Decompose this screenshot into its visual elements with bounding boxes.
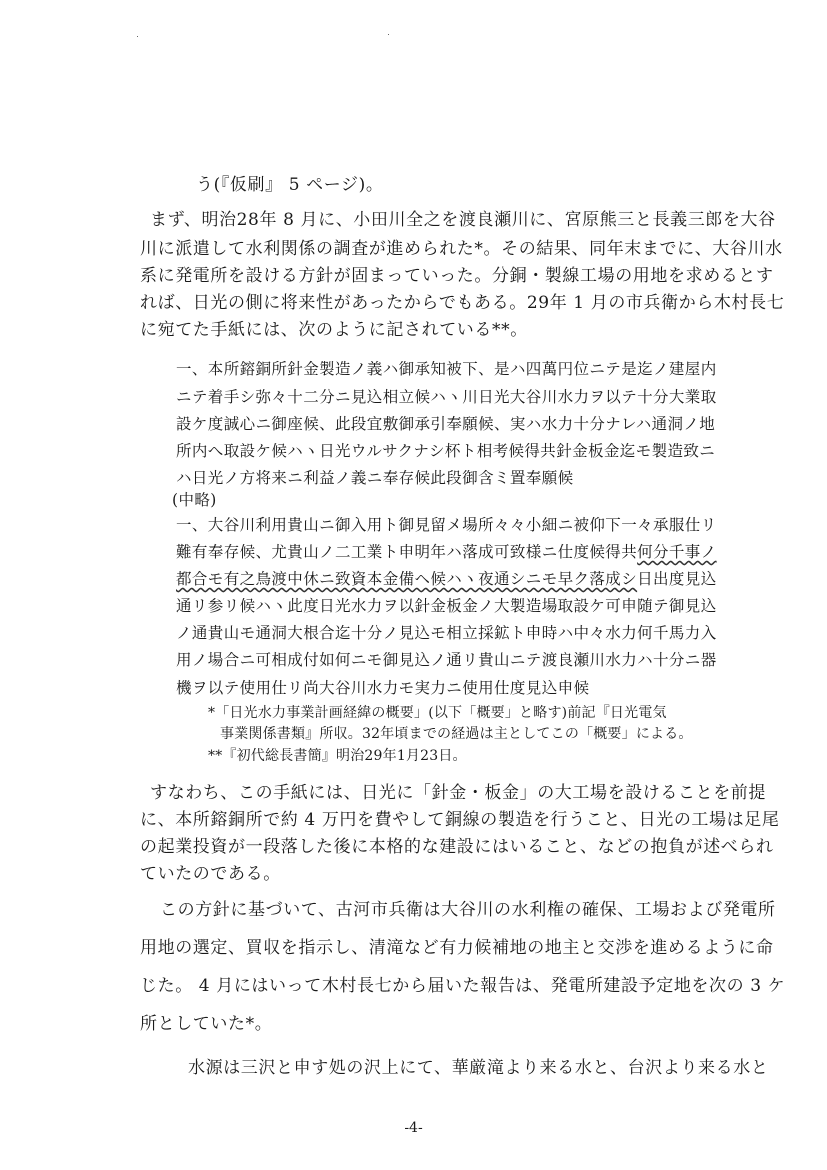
footnote-line: *「日光水力事業計画経緯の概要」(以下「概要」と略す)前記『日光電気	[208, 705, 667, 721]
page-number: -4-	[404, 1120, 423, 1136]
quote1-line: ニテ着手シ弥々十二分ニ見込相立候ハヽ川日光大谷川水力ヲ以テ十分大業取	[176, 388, 717, 406]
quote2-line: 用ノ場合ニ可相成付如何ニモ御見込ノ通リ貴山ニテ渡良瀬川水力ハ十分ニ器	[176, 651, 717, 669]
intro-line: う(『仮刷』 5 ページ)。	[196, 175, 384, 195]
quote2-line	[176, 542, 717, 562]
quote2-text: 日出度見込	[637, 570, 717, 588]
para2-line: すなわち、この手紙には、日光に「針金・板金」の大工場を設けることを前提	[150, 783, 766, 803]
quote1-line: 一、本所鎔銅所針金製造ノ義ハ御承知被下、是ハ四萬円位ニテ是迄ノ建屋内	[176, 360, 717, 378]
para1-line: に宛てた手紙には、次のように記されている**。	[140, 320, 528, 340]
quote1-line: 所内へ取設ケ候ハヽ日光ウルサクナシ杯ト相考候得共針金板金迄モ製造致ニ	[176, 442, 716, 460]
para2-line: じた。 4 月にはいって木村長七から届いた報告は、発電所建設予定地を次の 3 ケ	[140, 976, 786, 996]
para2-line: この方針に基づいて、古河市兵衛は大谷川の水利権の確保、工場および発電所	[160, 900, 776, 920]
para3-line: 水源は三沢と申す処の沢上にて、華厳滝より来る水と、台沢より来る水と	[188, 1058, 769, 1078]
para1-line: 川に派遣して水利関係の調査が進められた*。その結果、同年末までに、大谷川水	[140, 239, 783, 259]
wavy-underlined-text: 都合モ有之鳥渡中休ニ致資本金備ヘ候ハヽ夜通シニモ早ク落成シ	[176, 570, 638, 588]
scan-speck	[388, 34, 389, 35]
quote2-line: 一、大谷川利用貴山ニ御入用ト御見留メ場所々々小細ニ被仰下一々承服仕リ	[176, 516, 717, 534]
quote2-line: 機ヲ以テ使用仕リ尚大谷川水力モ実力ニ使用仕度見込申候	[176, 679, 590, 697]
quote1-line: ハ日光ノ方将来ニ利益ノ義ニ奉存候此段御含ミ置奉願候	[176, 469, 574, 487]
para2-line: 用地の選定、買収を指示し、清滝など有力候補地の地主と交渉を進めるように命	[140, 938, 774, 958]
para2-line: の起業投資が一段落した後に本格的な建設にはいること、などの抱負が述べられ	[140, 837, 774, 857]
scan-speck	[137, 36, 138, 37]
quote2-line	[176, 569, 717, 589]
footnote-line: **『初代総長書簡』明治29年1月23日。	[208, 748, 467, 764]
footnote-line: 事業関係書類』所収。32年頃までの経過は主としてこの「概要」による。	[220, 726, 693, 742]
para2-line: に、本所鎔銅所で約 4 万円を費やして銅線の製造を行うこと、日光の工場は足尾	[140, 810, 780, 830]
wavy-underlined-text: 何分千事ノ	[637, 543, 717, 561]
para2-line: ていたのである。	[140, 864, 281, 884]
quote2-line: 通リ参リ候ハヽ此度日光水力ヲ以針金板金ノ大製造場取設ケ可申随テ御見込	[176, 597, 717, 615]
quote2-text: 難有奉存候、尤貴山ノ二工業ト申明年ハ落成可致様ニ仕度候得共	[176, 543, 638, 561]
para1-line: まず、明治28年 8 月に、小田川全之を渡良瀬川に、宮原熊三と長義三郎を大谷	[150, 210, 776, 230]
para1-line: 系に発電所を設ける方針が固まっていった。分銅・製線工場の用地を求めるとす	[140, 266, 774, 286]
quote2-line: ノ通貴山モ通洞大根合迄十分ノ見込モ相立採鉱ト申時ハ中々水力何千馬力入	[176, 624, 717, 642]
chuuryaku-mark: (中略)	[172, 491, 217, 509]
quote1-line: 設ケ度誠心ニ御座候、此段宜敷御承引奉願候、実ハ水力十分ナレハ通洞ノ地	[176, 415, 716, 433]
para1-line: れば、日光の側に将来性があったからでもある。29年 1 月の市兵衛から木村長七	[140, 293, 785, 313]
para2-line: 所としていた*。	[140, 1014, 273, 1034]
